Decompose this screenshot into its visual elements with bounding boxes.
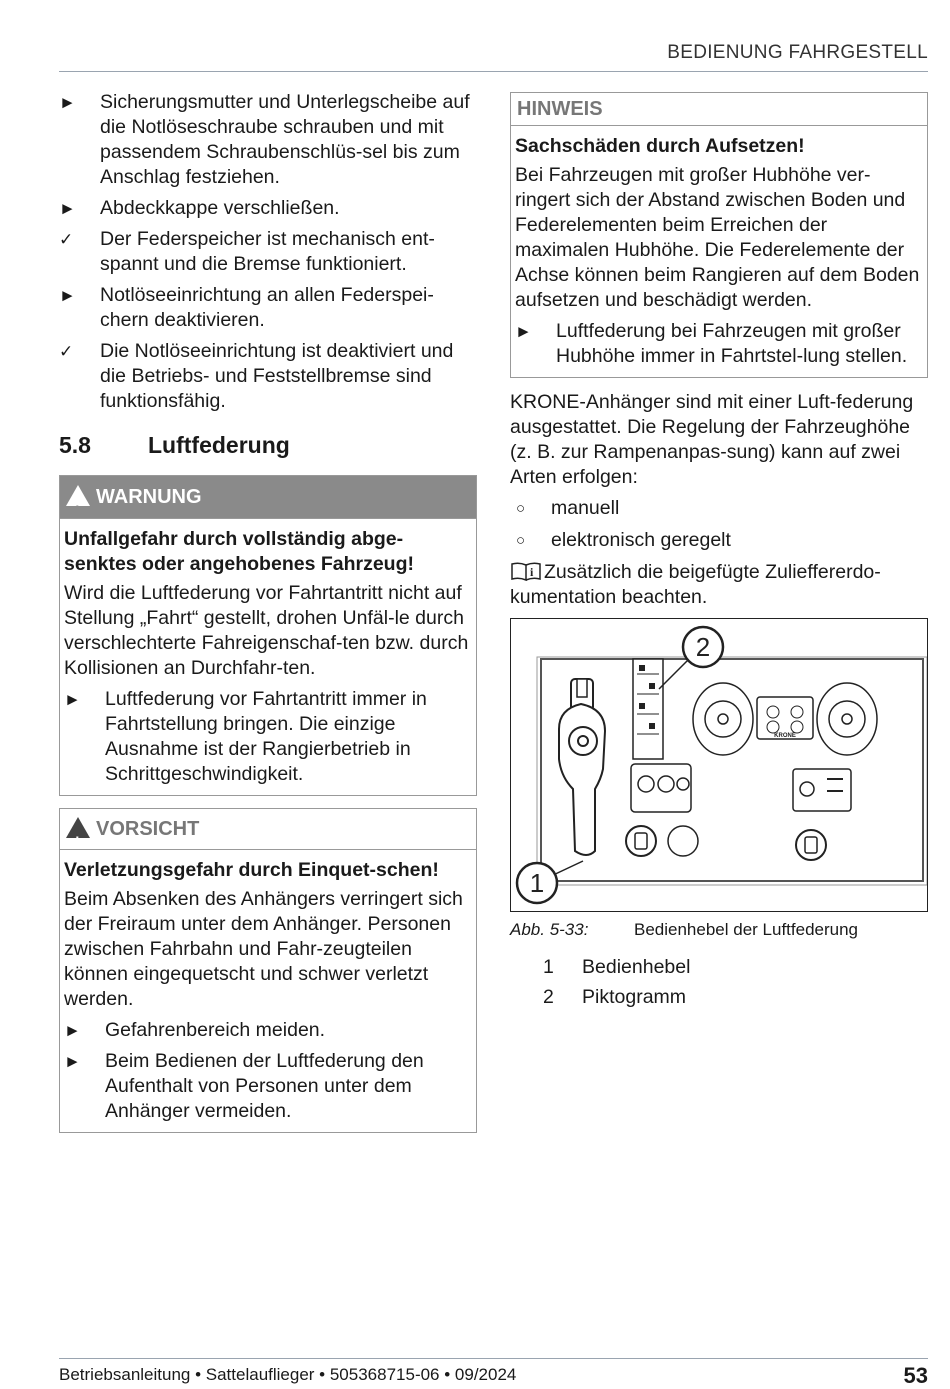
- page-header: [59, 42, 928, 72]
- caution-label: VORSICHT: [96, 818, 200, 840]
- reference-paragraph: [510, 560, 928, 610]
- option-item: [510, 496, 928, 521]
- pictogram-sticker: [633, 659, 663, 759]
- figure-legend: [510, 952, 928, 1012]
- callout-2: [683, 627, 723, 667]
- caution-action: [64, 1018, 472, 1043]
- hint-text: Bei Fahrzeugen mit großer Hubhöhe ver-ringert sich der Abstand zwischen Boden und Federelementen beim Erreichen der maximalen Hubhöhe. Die Federelemente der Achse können beim Rangieren auf dem Boden aufsetzen und beschädigt werden.: [515, 164, 920, 311]
- caution-header: [60, 809, 476, 850]
- caution-box: [59, 808, 477, 1133]
- result-text: Der Federspeicher ist mechanisch ent-spannt und die Bremse funktioniert.: [100, 228, 435, 275]
- legend-row: [510, 982, 928, 1012]
- callout-1: [517, 863, 557, 903]
- hint-box: [510, 92, 928, 378]
- svg-text:1: 1: [529, 868, 545, 898]
- step-item: [59, 196, 477, 221]
- step-item: [59, 283, 477, 333]
- svg-text:2: 2: [695, 632, 711, 662]
- control-panel-illustration: [511, 619, 927, 911]
- step-marker: ►: [59, 93, 76, 112]
- action-text: Luftfederung vor Fahrtantritt immer in Fahrtstellung bringen. Die einzige Ausnahme ist der Rangierbetrieb in Schrittgeschwindigkeit.: [105, 688, 427, 785]
- warning-box: [59, 475, 477, 796]
- warning-action: [64, 687, 472, 787]
- caution-action: [64, 1049, 472, 1124]
- result-item: [59, 339, 477, 414]
- step-text: Notlöseeinrichtung an allen Federspei-chern deaktivieren.: [100, 284, 434, 331]
- step-marker: ►: [59, 199, 76, 218]
- option-marker: ○: [516, 532, 526, 549]
- action-marker: ►: [515, 322, 532, 341]
- hint-label: HINWEIS: [517, 98, 603, 120]
- hint-header: [511, 93, 927, 126]
- header-title: BEDIENUNG FAHRGESTELL: [667, 42, 928, 63]
- hint-action: [515, 319, 923, 369]
- step-marker: ►: [59, 286, 76, 305]
- warning-label: WARNUNG: [96, 486, 202, 508]
- option-item: [510, 528, 928, 553]
- legend-text: Piktogramm: [582, 986, 687, 1008]
- section-number: 5.8: [59, 432, 91, 458]
- step-item: [59, 90, 477, 190]
- result-item: [59, 227, 477, 277]
- section-heading: [59, 432, 477, 459]
- caption-text: Bedienhebel der Luftfederung: [634, 920, 859, 939]
- result-text: Die Notlöseeinrichtung ist deaktiviert und die Betriebs- und Feststellbremse sind funktionsfähig.: [100, 340, 454, 412]
- svg-text:i: i: [530, 565, 534, 579]
- reference-text: Zusätzlich die beigefügte Zulieffererdo-kumentation beachten.: [510, 561, 881, 608]
- option-text: elektronisch geregelt: [551, 529, 731, 551]
- action-marker: ►: [64, 1052, 81, 1071]
- page-number: 53: [903, 1363, 928, 1388]
- option-text: manuell: [551, 497, 620, 519]
- warning-header: [60, 476, 476, 519]
- hint-title: Sachschäden durch Aufsetzen!: [515, 135, 805, 157]
- caution-title: Verletzungsgefahr durch Einquet-schen!: [64, 859, 439, 881]
- action-text: Beim Bedienen der Luftfederung den Aufenthalt von Personen unter dem Anhänger vermeiden.: [105, 1050, 424, 1122]
- action-marker: ►: [64, 690, 81, 709]
- option-marker: ○: [516, 500, 526, 517]
- warning-triangle-icon: [66, 485, 90, 506]
- figure-caption: [510, 920, 928, 940]
- figure-air-suspension: [510, 618, 928, 912]
- legend-number: 1: [543, 956, 554, 978]
- caution-text: Beim Absenken des Anhängers verringert sich der Freiraum unter dem Anhänger. Personen zwischen Fahrbahn und Fahr-zeugteilen können eingequetscht und schwer verletzt werden.: [64, 888, 463, 1010]
- section-title: Luftfederung: [148, 432, 290, 458]
- left-column: [59, 90, 477, 1145]
- action-text: Luftfederung bei Fahrzeugen mit großer Hubhöhe immer in Fahrtstel-lung stellen.: [556, 320, 908, 367]
- krone-logo-small: KRONE: [774, 733, 796, 739]
- footer-text: Betriebsanleitung • Sattelauflieger • 505368715-06 • 09/2024: [59, 1365, 517, 1384]
- step-text: Abdeckkappe verschließen.: [100, 197, 340, 219]
- action-marker: ►: [64, 1021, 81, 1040]
- warning-title: Unfallgefahr durch vollständig abge-senktes oder angehobenes Fahrzeug!: [64, 528, 415, 575]
- warning-text: Wird die Luftfederung vor Fahrtantritt nicht auf Stellung „Fahrt“ gestellt, drohen Unfäl-le durch verschlechterte Fahreigenschaf-ten bzw. durch Kollisionen an Durchfahr-ten.: [64, 582, 469, 679]
- legend-number: 2: [543, 986, 554, 1008]
- caption-label: Abb. 5-33:: [510, 920, 589, 939]
- step-text: Sicherungsmutter und Unterlegscheibe auf die Notlöseschraube schrauben und mit passendem Schraubenschlüs-sel bis zum Anschlag festziehen.: [100, 91, 470, 188]
- right-column: [510, 92, 928, 1012]
- result-marker: ✓: [59, 342, 74, 361]
- action-text: Gefahrenbereich meiden.: [105, 1019, 326, 1041]
- caution-triangle-icon: [66, 817, 90, 838]
- legend-text: Bedienhebel: [582, 956, 691, 978]
- intro-paragraph: KRONE-Anhänger sind mit einer Luft-federung ausgestattet. Die Regelung der Fahrzeughöhe (z. B. zur Rampenanpas-sung) kann auf zwei Arten erfolgen:: [510, 391, 914, 488]
- result-marker: ✓: [59, 230, 74, 249]
- page-footer: [59, 1358, 928, 1387]
- book-info-icon: [510, 561, 544, 581]
- legend-row: [510, 952, 928, 982]
